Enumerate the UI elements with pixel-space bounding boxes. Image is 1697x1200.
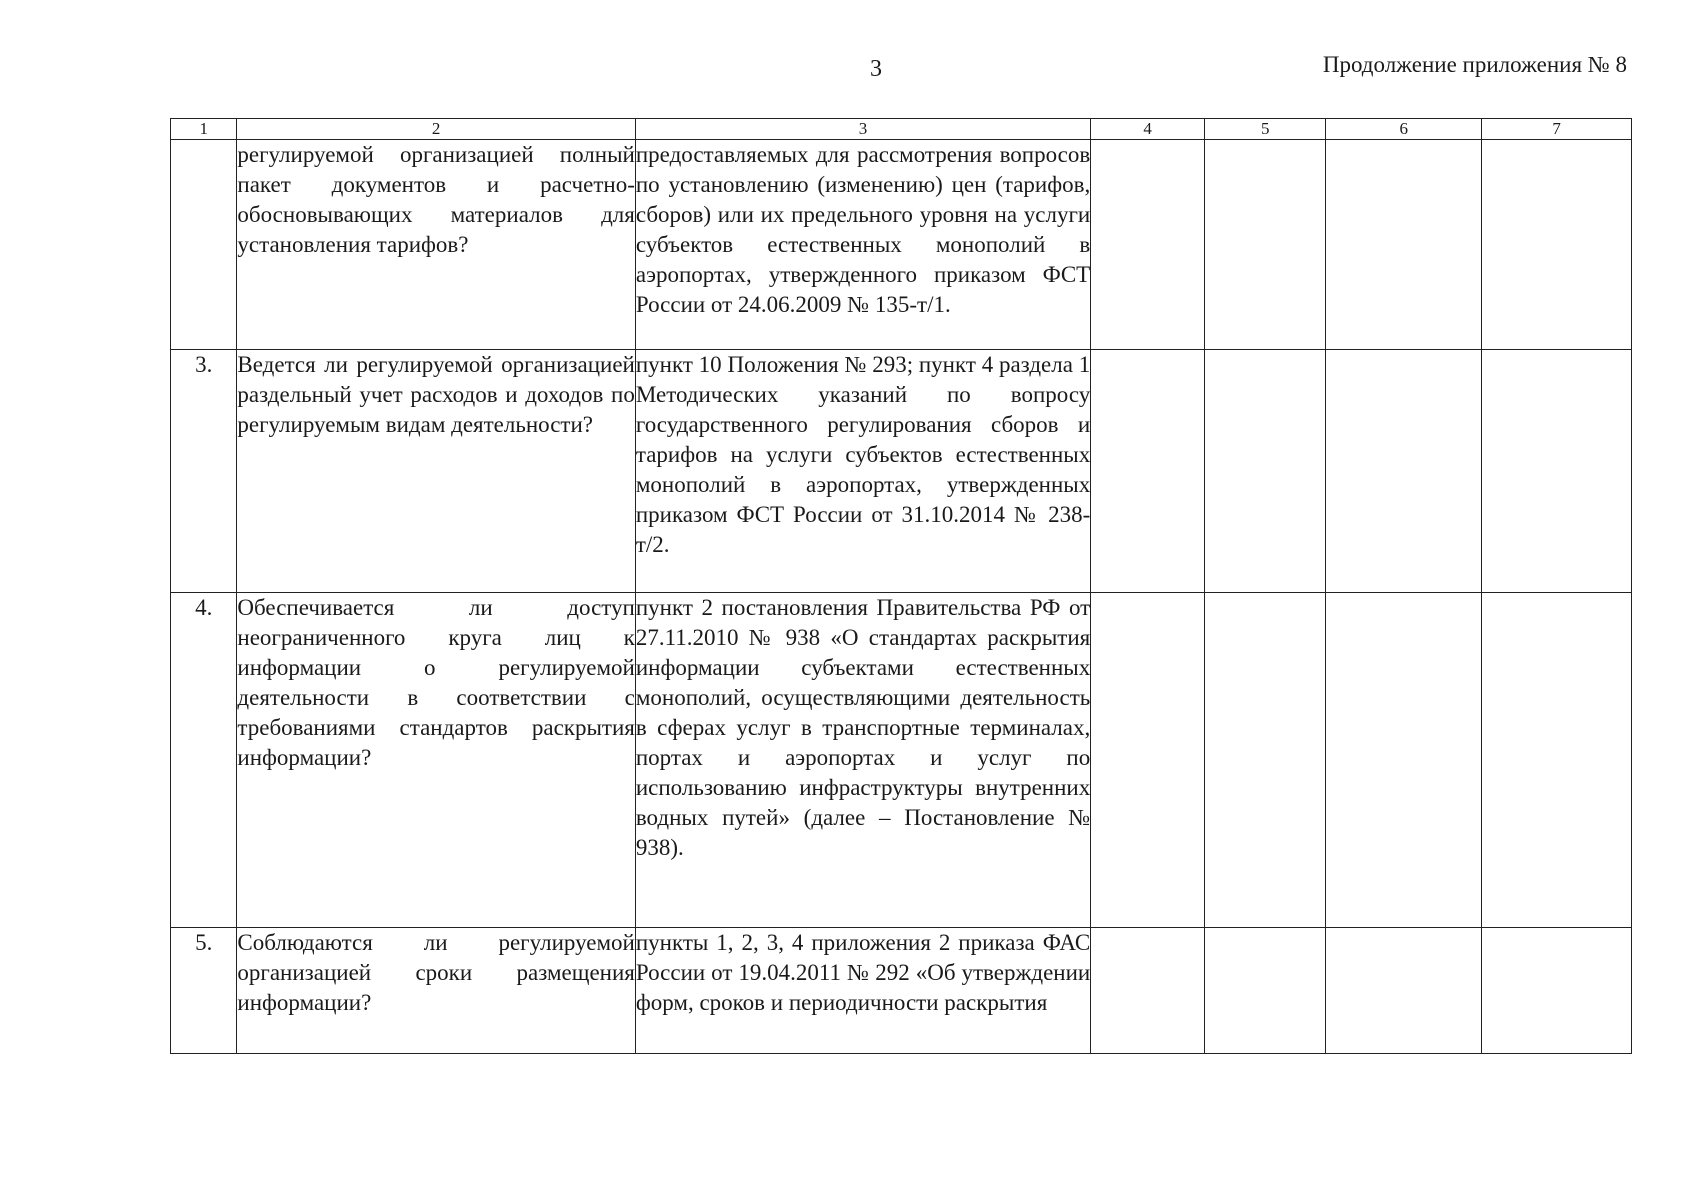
answer-cell-note (1482, 140, 1632, 350)
answer-cell-note (1482, 350, 1632, 593)
appendix-continuation-label: Продолжение приложения № 8 (1322, 52, 1627, 77)
answer-cell-note (1482, 593, 1632, 928)
column-header-1: 1 (171, 119, 237, 140)
answer-cell-not-applicable (1326, 350, 1482, 593)
answer-cell-no (1205, 140, 1326, 350)
table-row (171, 593, 1632, 928)
column-header-4: 4 (1091, 119, 1205, 140)
answer-cell-not-applicable (1326, 593, 1482, 928)
column-header-5: 5 (1205, 119, 1326, 140)
answer-cell-yes (1091, 928, 1205, 1054)
row-number: 3. (171, 350, 237, 593)
question-cell: Обеспечивается ли доступ неограниченного круга лиц к информации о регулируемой деятельности в соответствии с требованиями стандартов раскрытия информации? (237, 593, 635, 928)
answer-cell-no (1205, 593, 1326, 928)
answer-cell-yes (1091, 140, 1205, 350)
answer-cell-no (1205, 928, 1326, 1054)
table-row (171, 928, 1632, 1054)
column-header-2: 2 (237, 119, 635, 140)
column-header-7: 7 (1482, 119, 1632, 140)
column-header-3: 3 (635, 119, 1090, 140)
answer-cell-not-applicable (1326, 928, 1482, 1054)
checklist-table (170, 118, 1632, 1054)
legal-basis-cell: пункт 2 постановления Правительства РФ от 27.11.2010 № 938 «О стандартах раскрытия информации субъектами естественных монополий, осуществляющими деятельность в сферах услуг в транспортные терминалах, портах и аэропортах и услуг по использованию инфраструктуры внутренних водных путей» (далее – Постановление № 938). (635, 593, 1090, 928)
table-row (171, 350, 1632, 593)
question-cell: Ведется ли регулируемой организацией раздельный учет расходов и доходов по регулируемым видам деятельности? (237, 350, 635, 593)
row-number: 5. (171, 928, 237, 1054)
column-header-6: 6 (1326, 119, 1482, 140)
question-cell: Соблюдаются ли регулируемой организацией сроки размещения информации? (237, 928, 635, 1054)
row-number: 4. (171, 593, 237, 928)
column-number-row (171, 119, 1632, 140)
answer-cell-yes (1091, 593, 1205, 928)
row-number (171, 140, 237, 350)
answer-cell-note (1482, 928, 1632, 1054)
legal-basis-cell: пункты 1, 2, 3, 4 приложения 2 приказа ФАС России от 19.04.2011 № 292 «Об утверждении форм, сроков и периодичности раскрытия (635, 928, 1090, 1054)
page-number: 3 (870, 56, 882, 82)
table-row (171, 140, 1632, 350)
answer-cell-no (1205, 350, 1326, 593)
question-cell: регулируемой организацией полный пакет документов и расчетно-обосновывающих материалов для установления тарифов? (237, 140, 635, 350)
legal-basis-cell: пункт 10 Положения № 293; пункт 4 раздела 1 Методических указаний по вопросу государственного регулирования сборов и тарифов на услуги субъектов естественных монополий в аэропортах, утвержденных приказом ФСТ России от 31.10.2014 № 238-т/2. (635, 350, 1090, 593)
legal-basis-cell: предоставляемых для рассмотрения вопросов по установлению (изменению) цен (тарифов, сборов) или их предельного уровня на услуги субъектов естественных монополий в аэропортах, утвержденного приказом ФСТ России от 24.06.2009 № 135-т/1. (635, 140, 1090, 350)
answer-cell-yes (1091, 350, 1205, 593)
answer-cell-not-applicable (1326, 140, 1482, 350)
